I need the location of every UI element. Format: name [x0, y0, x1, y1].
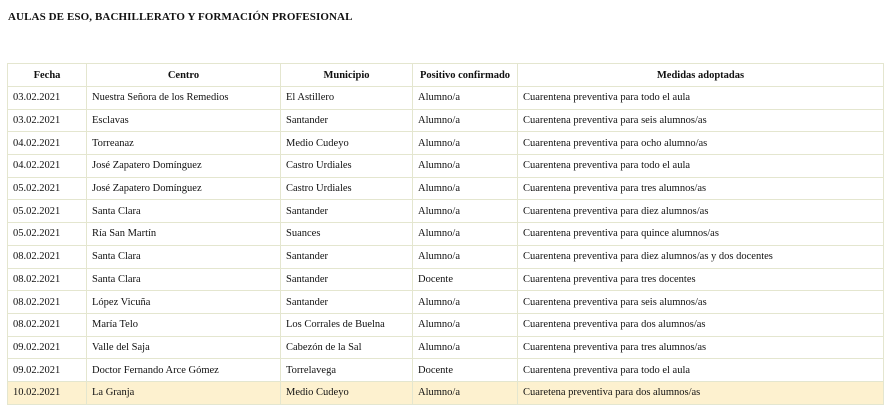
cell-medidas: Cuarentena preventiva para todo el aula — [518, 155, 884, 178]
table-body — [8, 87, 884, 405]
cell-medidas: Cuarentena preventiva para tres alumnos/as — [518, 336, 884, 359]
cell-municipio: Cabezón de la Sal — [281, 336, 413, 359]
cell-centro: María Telo — [87, 313, 281, 336]
cell-positivo: Alumno/a — [413, 109, 518, 132]
cell-municipio: Santander — [281, 245, 413, 268]
cell-centro: López Vicuña — [87, 291, 281, 314]
cell-centro: Valle del Saja — [87, 336, 281, 359]
cell-fecha: 03.02.2021 — [8, 87, 87, 110]
cell-centro: La Granja — [87, 381, 281, 404]
cell-fecha: 08.02.2021 — [8, 291, 87, 314]
column-header-centro: Centro — [87, 64, 281, 87]
cell-positivo: Alumno/a — [413, 155, 518, 178]
cell-medidas: Cuarentena preventiva para tres alumnos/as — [518, 177, 884, 200]
cell-fecha: 05.02.2021 — [8, 177, 87, 200]
column-header-medidas: Medidas adoptadas — [518, 64, 884, 87]
cell-centro: José Zapatero Domínguez — [87, 177, 281, 200]
table-row — [8, 381, 884, 404]
table-row — [8, 177, 884, 200]
cell-fecha: 04.02.2021 — [8, 155, 87, 178]
cell-medidas: Cuarentena preventiva para ocho alumno/as — [518, 132, 884, 155]
cell-medidas: Cuarentena preventiva para seis alumnos/as — [518, 109, 884, 132]
cell-positivo: Docente — [413, 268, 518, 291]
cell-medidas: Cuarentena preventiva para tres docentes — [518, 268, 884, 291]
page-title: AULAS DE ESO, BACHILLERATO Y FORMACIÓN PROFESIONAL — [8, 11, 353, 23]
column-header-positivo: Positivo confirmado — [413, 64, 518, 87]
cell-medidas: Cuarentena preventiva para seis alumnos/as — [518, 291, 884, 314]
cell-medidas: Cuarentena preventiva para diez alumnos/as y dos docentes — [518, 245, 884, 268]
cell-fecha: 05.02.2021 — [8, 200, 87, 223]
cell-municipio: Suances — [281, 223, 413, 246]
cell-municipio: Medio Cudeyo — [281, 381, 413, 404]
cell-medidas: Cuarentena preventiva para dos alumnos/as — [518, 313, 884, 336]
table-row — [8, 313, 884, 336]
cell-municipio: Santander — [281, 268, 413, 291]
table-row — [8, 291, 884, 314]
cell-medidas: Cuarentena preventiva para quince alumnos/as — [518, 223, 884, 246]
cell-fecha: 09.02.2021 — [8, 359, 87, 382]
cell-municipio: El Astillero — [281, 87, 413, 110]
cell-fecha: 08.02.2021 — [8, 268, 87, 291]
cell-fecha: 04.02.2021 — [8, 132, 87, 155]
table-row — [8, 132, 884, 155]
table-row — [8, 200, 884, 223]
cell-municipio: Los Corrales de Buelna — [281, 313, 413, 336]
cell-positivo: Alumno/a — [413, 223, 518, 246]
cell-municipio: Torrelavega — [281, 359, 413, 382]
cell-centro: Santa Clara — [87, 245, 281, 268]
cell-centro: Nuestra Señora de los Remedios — [87, 87, 281, 110]
cell-positivo: Alumno/a — [413, 381, 518, 404]
table-row — [8, 359, 884, 382]
cell-medidas: Cuarentena preventiva para todo el aula — [518, 359, 884, 382]
cell-fecha: 08.02.2021 — [8, 313, 87, 336]
cell-positivo: Alumno/a — [413, 177, 518, 200]
cell-positivo: Alumno/a — [413, 87, 518, 110]
cell-municipio: Santander — [281, 109, 413, 132]
cell-fecha: 08.02.2021 — [8, 245, 87, 268]
cell-municipio: Medio Cudeyo — [281, 132, 413, 155]
cases-table — [7, 63, 884, 405]
cell-positivo: Alumno/a — [413, 291, 518, 314]
column-header-fecha: Fecha — [8, 64, 87, 87]
table-row — [8, 155, 884, 178]
cell-municipio: Santander — [281, 291, 413, 314]
cell-medidas: Cuarentena preventiva para todo el aula — [518, 87, 884, 110]
table-row — [8, 268, 884, 291]
cell-fecha: 05.02.2021 — [8, 223, 87, 246]
cell-centro: Santa Clara — [87, 268, 281, 291]
table-row — [8, 245, 884, 268]
cell-positivo: Alumno/a — [413, 336, 518, 359]
cell-municipio: Castro Urdiales — [281, 155, 413, 178]
cell-positivo: Docente — [413, 359, 518, 382]
cell-positivo: Alumno/a — [413, 313, 518, 336]
column-header-municipio: Municipio — [281, 64, 413, 87]
cell-positivo: Alumno/a — [413, 245, 518, 268]
cell-centro: Doctor Fernando Arce Gómez — [87, 359, 281, 382]
cell-positivo: Alumno/a — [413, 200, 518, 223]
table-row — [8, 109, 884, 132]
cell-centro: Esclavas — [87, 109, 281, 132]
cell-fecha: 09.02.2021 — [8, 336, 87, 359]
cell-fecha: 10.02.2021 — [8, 381, 87, 404]
table-row — [8, 336, 884, 359]
table-row — [8, 223, 884, 246]
cell-municipio: Santander — [281, 200, 413, 223]
cell-centro: Santa Clara — [87, 200, 281, 223]
cell-centro: José Zapatero Domínguez — [87, 155, 281, 178]
cell-medidas: Cuarentena preventiva para diez alumnos/as — [518, 200, 884, 223]
cell-centro: Torreanaz — [87, 132, 281, 155]
cell-medidas: Cuaretena preventiva para dos alumnos/as — [518, 381, 884, 404]
cell-fecha: 03.02.2021 — [8, 109, 87, 132]
cell-municipio: Castro Urdiales — [281, 177, 413, 200]
table-header-row — [8, 64, 884, 87]
cell-centro: Ría San Martín — [87, 223, 281, 246]
table-row — [8, 87, 884, 110]
cell-positivo: Alumno/a — [413, 132, 518, 155]
